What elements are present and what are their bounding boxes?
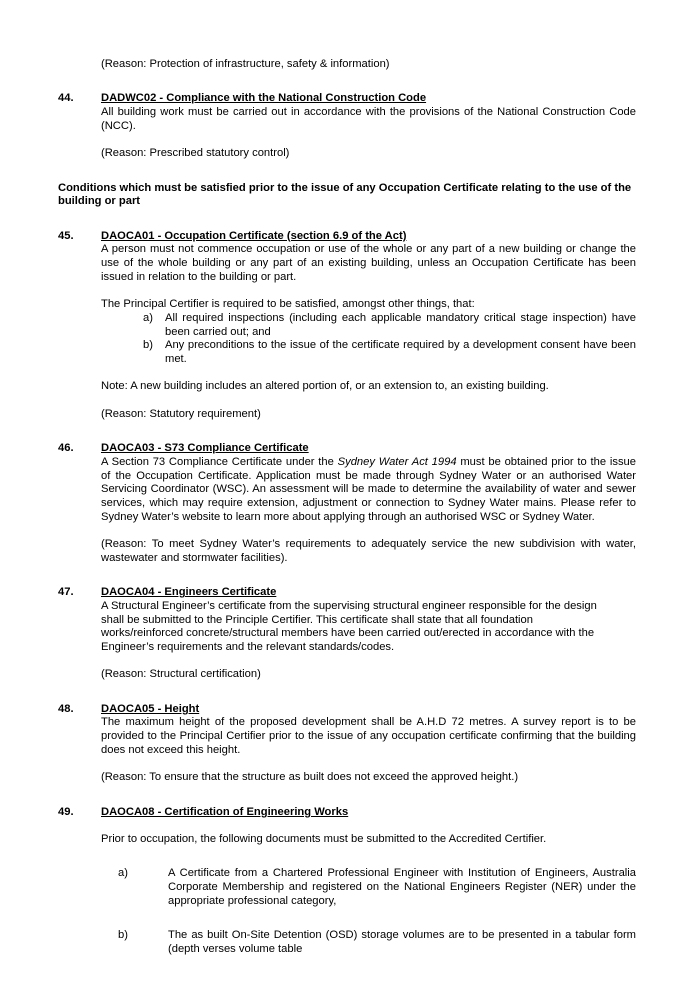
condition-number: 45. [58, 229, 74, 242]
condition-list [143, 311, 636, 367]
condition-47 [58, 586, 636, 682]
condition-title: DAOCA05 - Height [101, 702, 200, 715]
condition-48 [58, 703, 636, 785]
condition-body: A person must not commence occupation or use of the whole or any part of a new building or change the use of the whole building or any part of an existing building, unless an Occupation Certificate has been issued in relation to the building or part. [101, 243, 636, 283]
condition-46 [58, 442, 636, 565]
condition-body: The maximum height of the proposed development shall be A.H.D 72 metres. A survey report is to be provided to the Principal Certifier prior to the issue of any occupation certificate confirming that the building does not exceed this height. [101, 716, 636, 756]
list-text: Any preconditions to the issue of the certificate required by a development consent have been met. [165, 339, 636, 365]
list-item [101, 867, 636, 908]
body-line: shall be submitted to the Principle Certifier. This certificate shall state that all foundation [101, 613, 533, 626]
condition-intro: Prior to occupation, the following documents must be submitted to the Accredited Certifier. [101, 833, 547, 846]
body-text: must be obtained prior to the issue of the Occupation Certificate. Application must be made through Sydney Water or an authorised Water Servicing Coordinator (WSC). An assessment will be made to determine the availability of water and sewer services, which may require extension, adjustment or connection to Sydney Water mains. Please refer to Sydney Water’s website to learn more about applying through an authorised WSC or Sydney Water. [101, 455, 636, 523]
list-text: All required inspections (including each applicable mandatory critical stage inspection) have been carried out; and [165, 311, 636, 338]
condition-reason: (Reason: Statutory requirement) [101, 407, 261, 420]
condition-list [101, 867, 636, 956]
condition-reason: (Reason: To ensure that the structure as built does not exceed the approved height.) [101, 771, 519, 784]
list-marker: b) [143, 339, 153, 352]
condition-number: 44. [58, 92, 74, 105]
list-item [101, 929, 636, 956]
condition-reason: (Reason: To meet Sydney Water’s requirements to adequately service the new subdivision with water, wastewater and stormwater facilities). [101, 538, 636, 564]
condition-number: 47. [58, 586, 74, 599]
act-name: Sydney Water Act 1994 [337, 455, 457, 468]
list-marker: b) [118, 929, 128, 942]
list-marker: a) [118, 867, 128, 880]
list-item [143, 339, 636, 366]
condition-49 [58, 806, 636, 820]
condition-number: 49. [58, 805, 74, 818]
body-text: A Section 73 Compliance Certificate under the [101, 455, 338, 468]
body-line: A Structural Engineer’s certificate from the supervising structural engineer responsible for the design [101, 599, 597, 612]
section-heading: Conditions which must be satisfied prior to the issue of any Occupation Certificate relating to the use of the building or part [58, 181, 632, 208]
condition-title: DADWC02 - Compliance with the National Construction Code [101, 92, 427, 105]
condition-45 [58, 230, 636, 422]
body-line: Engineer’s requirements and the relevant standards/codes. [101, 640, 395, 653]
top-reason: (Reason: Protection of infrastructure, safety & information) [101, 58, 390, 70]
condition-note: Note: A new building includes an altered portion of, or an extension to, an existing building. [101, 380, 549, 393]
condition-44 [58, 92, 636, 161]
list-marker: a) [143, 311, 153, 324]
body-line: works/reinforced concrete/structural members have been carried out/erected in accordance with the [101, 627, 595, 640]
condition-number: 48. [58, 702, 74, 715]
condition-reason: (Reason: Structural certification) [101, 668, 261, 681]
condition-number: 46. [58, 442, 74, 455]
condition-intro: The Principal Certifier is required to be satisfied, amongst other things, that: [101, 298, 475, 311]
condition-reason: (Reason: Prescribed statutory control) [101, 147, 290, 160]
condition-body [101, 456, 636, 525]
condition-body: All building work must be carried out in accordance with the provisions of the National Construction Code (NCC). [101, 106, 636, 132]
condition-title: DAOCA03 - S73 Compliance Certificate [101, 442, 309, 455]
list-item [143, 311, 636, 339]
list-text: A Certificate from a Chartered Professional Engineer with Institution of Engineers, Australia Corporate Membership and registered on the National Engineers Register (NER) under the appropriate professional category, [168, 867, 636, 907]
condition-title: DAOCA01 - Occupation Certificate (section 6.9 of the Act) [101, 229, 407, 242]
list-text: The as built On-Site Detention (OSD) storage volumes are to be presented in a tabular form (depth verses volume table [168, 929, 636, 955]
condition-title: DAOCA04 - Engineers Certificate [101, 586, 277, 599]
condition-title: DAOCA08 - Certification of Engineering Works [101, 805, 349, 818]
